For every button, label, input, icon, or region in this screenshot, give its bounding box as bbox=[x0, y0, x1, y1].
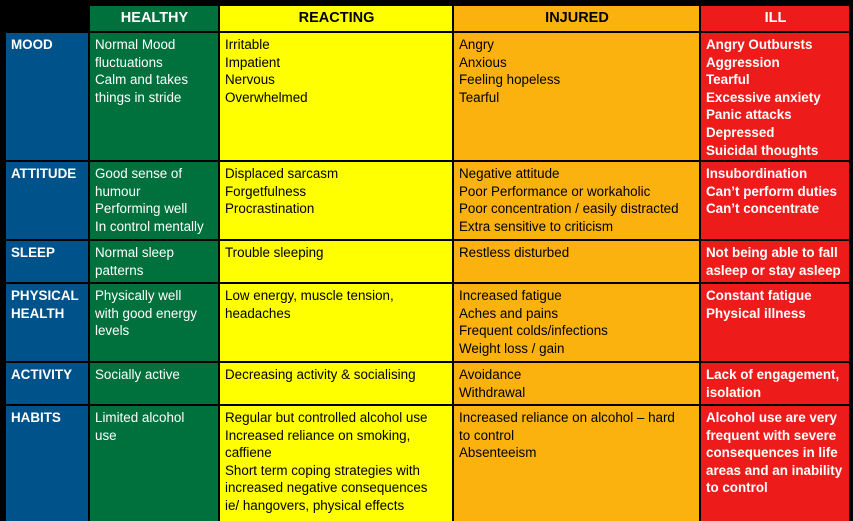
cell-line: Decreasing activity & socialising bbox=[225, 367, 416, 382]
cell-line: Alcohol use are very bbox=[706, 410, 837, 425]
cell-line: things in stride bbox=[95, 89, 182, 105]
attitude-injured bbox=[454, 162, 699, 239]
row-label-line: PHYSICAL bbox=[11, 288, 79, 303]
header-healthy: HEALTHY bbox=[90, 6, 218, 31]
sleep-injured bbox=[454, 241, 699, 282]
cell-line: Withdrawal bbox=[459, 384, 526, 400]
cell-line: Increased reliance on smoking, bbox=[225, 427, 411, 443]
cell-line: Increased reliance on alcohol – hard bbox=[459, 410, 675, 425]
attitude-reacting bbox=[220, 162, 452, 239]
habits-ill bbox=[701, 406, 849, 521]
cell-line: Procrastination bbox=[225, 201, 315, 217]
cell-line: asleep or stay asleep bbox=[706, 262, 841, 278]
cell-line: consequences in life bbox=[706, 445, 838, 461]
cell-line: Tearful bbox=[706, 72, 750, 88]
activity-reacting bbox=[220, 363, 452, 404]
header-ill: ILL bbox=[701, 6, 849, 31]
cell-line: isolation bbox=[706, 384, 762, 400]
habits-reacting bbox=[220, 406, 452, 521]
habits-healthy bbox=[90, 406, 218, 521]
physical-health-injured bbox=[454, 284, 699, 361]
cell-line: Avoidance bbox=[459, 367, 522, 382]
cell-line: Socially active bbox=[95, 367, 180, 382]
cell-line: Frequent colds/infections bbox=[459, 323, 608, 339]
header-reacting: REACTING bbox=[220, 6, 452, 31]
cell-line: Not being able to fall bbox=[706, 245, 838, 260]
cell-line: patterns bbox=[95, 262, 144, 278]
row-label-line: HEALTH bbox=[11, 305, 65, 321]
row-label-activity: ACTIVITY bbox=[6, 363, 88, 404]
cell-line: use bbox=[95, 427, 117, 443]
physical-health-ill bbox=[701, 284, 849, 361]
sleep-ill bbox=[701, 241, 849, 282]
cell-line: Absenteeism bbox=[459, 445, 537, 461]
attitude-healthy bbox=[90, 162, 218, 239]
row-label-mood: MOOD bbox=[6, 33, 88, 160]
cell-line: Limited alcohol bbox=[95, 410, 185, 425]
cell-line: Aggression bbox=[706, 54, 780, 70]
mental-health-continuum-table bbox=[6, 6, 847, 515]
row-label-sleep: SLEEP bbox=[6, 241, 88, 282]
cell-line: Depressed bbox=[706, 124, 775, 140]
cell-line: Poor concentration / easily distracted bbox=[459, 201, 679, 217]
mood-healthy bbox=[90, 33, 218, 160]
mood-injured bbox=[454, 33, 699, 160]
cell-line: Angry Outbursts bbox=[706, 37, 813, 52]
cell-line: Low energy, muscle tension, bbox=[225, 288, 394, 303]
cell-line: to control bbox=[706, 480, 768, 496]
cell-line: increased negative consequences bbox=[225, 480, 428, 496]
cell-line: Impatient bbox=[225, 54, 281, 70]
cell-line: caffiene bbox=[225, 445, 272, 461]
cell-line: Trouble sleeping bbox=[225, 245, 324, 260]
cell-line: Anxious bbox=[459, 54, 507, 70]
cell-line: Suicidal thoughts bbox=[706, 142, 819, 158]
header-injured: INJURED bbox=[454, 6, 699, 31]
mood-reacting bbox=[220, 33, 452, 160]
cell-line: Normal sleep bbox=[95, 245, 174, 260]
cell-line: ie/ hangovers, physical effects bbox=[225, 497, 405, 513]
cell-line: Can’t perform duties bbox=[706, 183, 837, 199]
cell-line: levels bbox=[95, 323, 130, 339]
activity-ill bbox=[701, 363, 849, 404]
row-label-habits: HABITS bbox=[6, 406, 88, 521]
cell-line: humour bbox=[95, 183, 141, 199]
cell-line: Excessive anxiety bbox=[706, 89, 821, 105]
cell-line: Angry bbox=[459, 37, 494, 52]
sleep-reacting bbox=[220, 241, 452, 282]
cell-line: Lack of engagement, bbox=[706, 367, 840, 382]
cell-line: Normal Mood bbox=[95, 37, 176, 52]
corner-cell bbox=[6, 6, 88, 31]
cell-line: Negative attitude bbox=[459, 166, 560, 181]
cell-line: Aches and pains bbox=[459, 305, 559, 321]
cell-line: Panic attacks bbox=[706, 107, 792, 123]
cell-line: Extra sensitive to criticism bbox=[459, 218, 614, 234]
mood-ill bbox=[701, 33, 849, 160]
physical-health-reacting bbox=[220, 284, 452, 361]
cell-line: Restless disturbed bbox=[459, 245, 570, 260]
cell-line: Tearful bbox=[459, 89, 500, 105]
cell-line: to control bbox=[459, 427, 515, 443]
cell-line: Poor Performance or workaholic bbox=[459, 183, 651, 199]
cell-line: Insubordination bbox=[706, 166, 808, 181]
cell-line: Good sense of bbox=[95, 166, 183, 181]
activity-injured bbox=[454, 363, 699, 404]
cell-line: Short term coping strategies with bbox=[225, 462, 420, 478]
cell-line: Can’t concentrate bbox=[706, 201, 820, 217]
cell-line: frequent with severe bbox=[706, 427, 837, 443]
cell-line: Forgetfulness bbox=[225, 183, 307, 199]
cell-line: Displaced sarcasm bbox=[225, 166, 339, 181]
cell-line: Nervous bbox=[225, 72, 275, 88]
cell-line: Feeling hopeless bbox=[459, 72, 561, 88]
cell-line: Physical illness bbox=[706, 305, 806, 321]
cell-line: Constant fatigue bbox=[706, 288, 812, 303]
cell-line: with good energy bbox=[95, 305, 197, 321]
row-label-physical-health bbox=[6, 284, 88, 361]
cell-line: Irritable bbox=[225, 37, 270, 52]
cell-line: Performing well bbox=[95, 201, 188, 217]
cell-line: headaches bbox=[225, 305, 291, 321]
cell-line: Weight loss / gain bbox=[459, 340, 565, 356]
cell-line: Physically well bbox=[95, 288, 182, 303]
activity-healthy bbox=[90, 363, 218, 404]
cell-line: Calm and takes bbox=[95, 72, 189, 88]
cell-line: In control mentally bbox=[95, 218, 204, 234]
cell-line: Regular but controlled alcohol use bbox=[225, 410, 428, 425]
cell-line: fluctuations bbox=[95, 54, 163, 70]
attitude-ill bbox=[701, 162, 849, 239]
habits-injured bbox=[454, 406, 699, 521]
sleep-healthy bbox=[90, 241, 218, 282]
row-label-attitude: ATTITUDE bbox=[6, 162, 88, 239]
cell-line: Overwhelmed bbox=[225, 89, 308, 105]
cell-line: Increased fatigue bbox=[459, 288, 562, 303]
physical-health-healthy bbox=[90, 284, 218, 361]
cell-line: areas and an inability bbox=[706, 462, 843, 478]
